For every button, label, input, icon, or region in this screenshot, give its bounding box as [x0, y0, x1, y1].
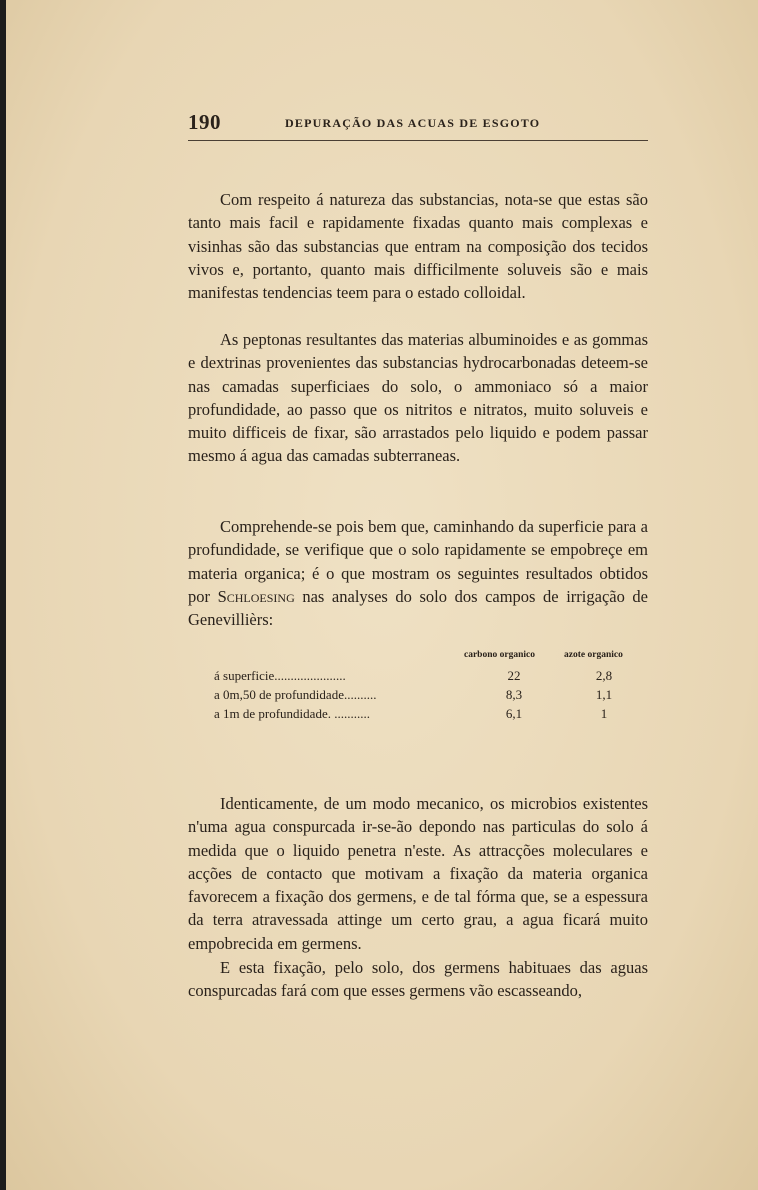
paragraph-microbios: Identicamente, de um modo mecanico, os microbios existentes n'uma agua conspurcada ir-se-ão depondo nas particulas do solo á medida que o liquido penetra n'este. As attracções moleculares e acções de contacto que motivam a fixação da materia organica favorecem a fixação dos germens, e de tal fórma que, se a espessura da terra atravessada attinge um certo grau, a agua ficará muito empobrecida em germens. — [188, 794, 648, 953]
paragraph-peptonas: As peptonas resultantes das materias albuminoides e as gommas e dextrinas provenientes das substancias hydrocarbonadas deteem-se nas camadas superficiaes do solo, o ammoniaco só a maior profundidade, ao passo que os nitritos e nitratos, muito soluveis e muito difficeis de fixar, são arrastados pelo liquido e podem passar mesmo á agua das camadas subterraneas. — [188, 330, 648, 466]
carbono-value: 6,1 — [505, 706, 523, 721]
row-label: a 0m,50 de profundidade.......... — [214, 687, 377, 702]
row-label: a 1m de profundidade. ........... — [214, 706, 370, 721]
paragraph-fixacao: E esta fixação, pelo solo, dos germens habituaes das aguas conspurcadas fará com que esses germens vão escasseando, — [188, 958, 648, 1001]
author-name: Schloesing — [217, 586, 295, 606]
azote-value: 1,1 — [595, 687, 613, 702]
running-title: DEPURAÇÃO DAS ACUAS DE ESGOTO — [285, 116, 541, 130]
page-header — [188, 110, 648, 141]
carbono-value: 22 — [507, 668, 521, 683]
table-row — [214, 687, 634, 707]
book-page — [6, 0, 758, 1190]
column-header-azote: azote organico — [564, 650, 623, 660]
table-row — [214, 706, 634, 726]
azote-value: 2,8 — [595, 668, 613, 683]
paragraph-comprehende — [188, 515, 648, 631]
azote-value: 1 — [600, 706, 608, 721]
carbono-value: 8,3 — [505, 687, 523, 702]
row-label: á superficie...................... — [214, 668, 346, 683]
page-number: 190 — [188, 110, 221, 134]
p3-text-before: Comprehende-se pois bem que, caminhando da superficie para a profundidade, se verifique que o solo rapidamente se empobreçe em materia organica; é o que mostram os seguintes resultados obtidos por — [188, 517, 648, 606]
table-row — [214, 668, 634, 688]
p3-text-after: nas analyses do solo dos campos de irrigação de Genevillièrs: — [188, 586, 648, 630]
paragraph-substance-nature: Com respeito á natureza das substancias, nota-se que estas são tanto mais facil e rapidamente fixadas quanto mais complexas e visinhas são das substancias que entram na composição dos tecidos vivos e, portanto, quanto mais difficilmente soluveis são e mais manifestas tendencias teem para o estado colloidal. — [188, 190, 648, 303]
column-header-carbono: carbono organico — [464, 650, 535, 660]
